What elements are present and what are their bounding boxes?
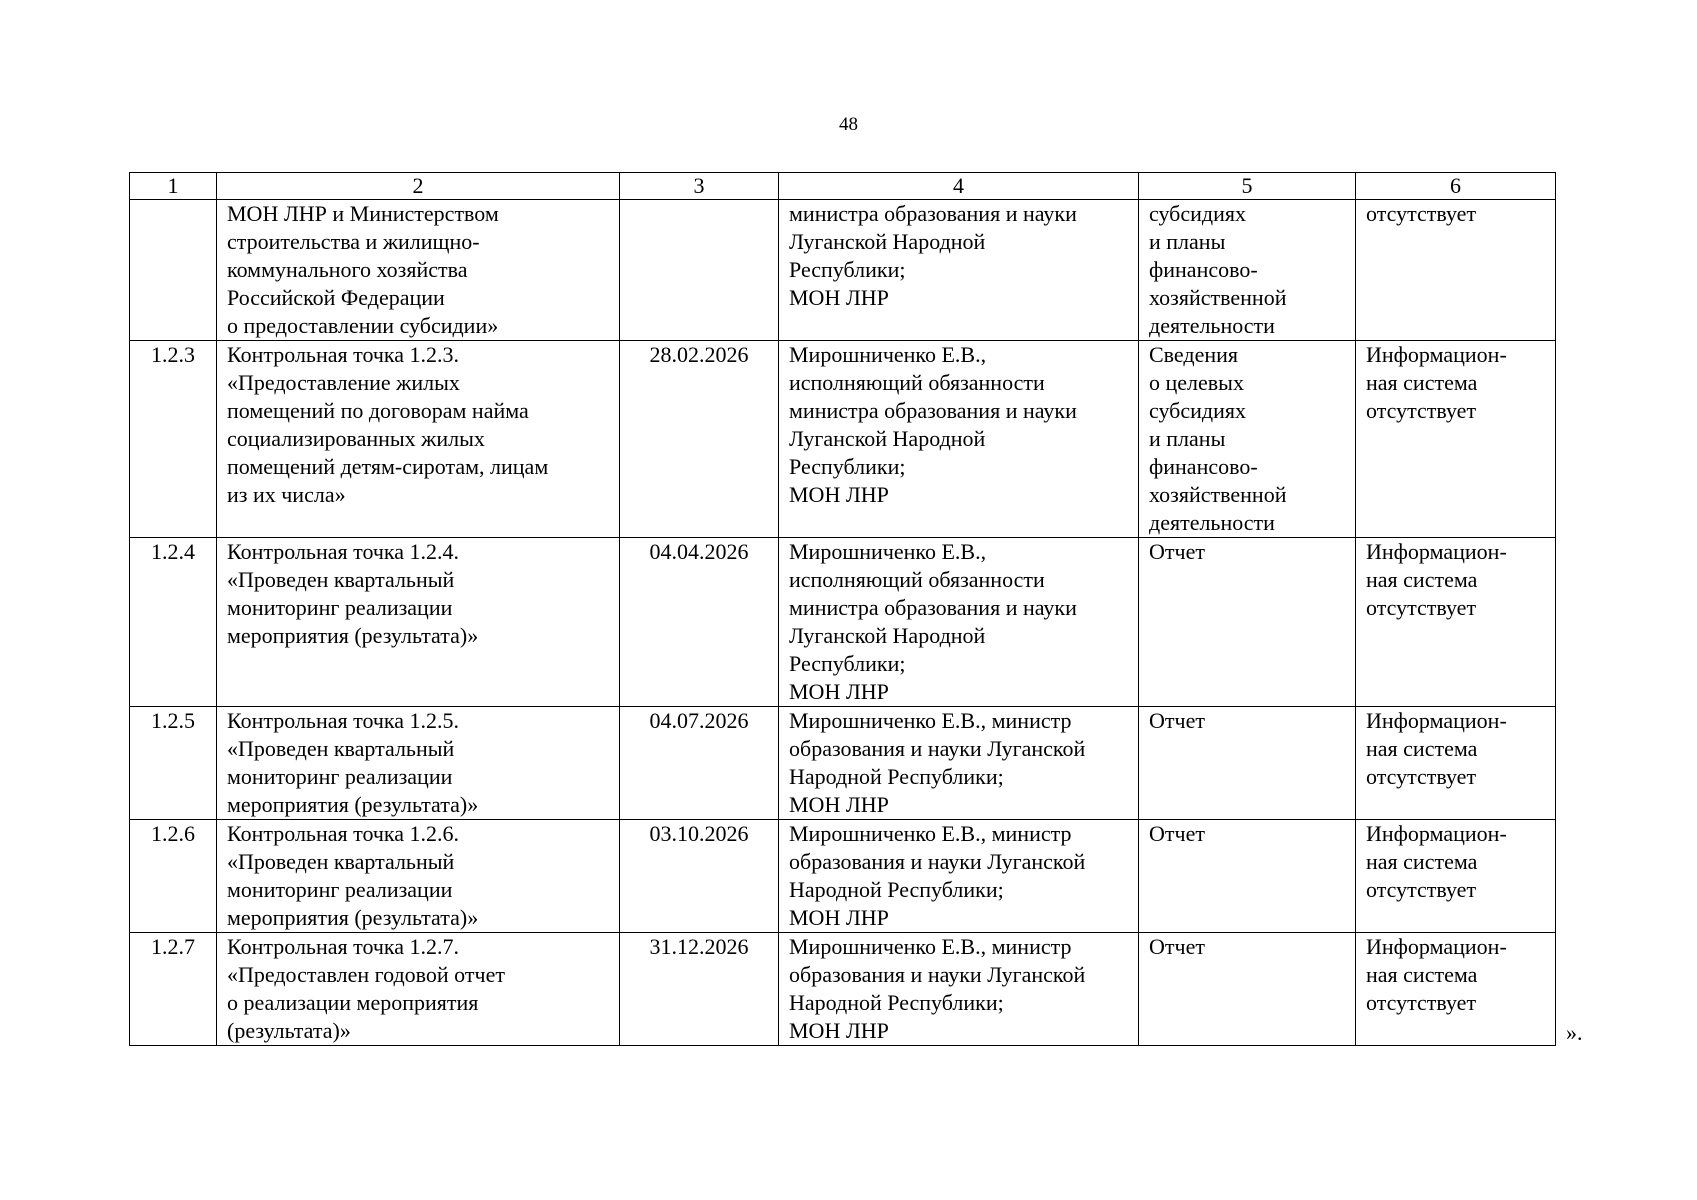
text-line: МОН ЛНР — [789, 679, 889, 704]
text-line: помещений по договорам найма — [227, 398, 529, 423]
date-cell: 04.07.2026 — [620, 707, 779, 820]
text-line: финансово- — [1149, 454, 1258, 479]
table-row — [130, 341, 1556, 538]
text-line: отсутствует — [1366, 764, 1477, 789]
text-line: Луганской Народной — [789, 623, 986, 648]
text-line: о целевых — [1149, 370, 1244, 395]
text-line: деятельности — [1149, 313, 1275, 338]
text-line: Народной Республики; — [789, 990, 1004, 1015]
text-line: отсутствует — [1366, 201, 1477, 226]
responsible-cell — [779, 707, 1139, 820]
information-system-cell — [1356, 820, 1556, 933]
table-row — [130, 933, 1556, 1046]
text-line: Республики; — [789, 454, 906, 479]
text-line: министра образования и науки — [789, 398, 1077, 423]
text-line: деятельности — [1149, 510, 1275, 535]
text-line: Мирошниченко Е.В., министр — [789, 708, 1072, 733]
text-line: образования и науки Луганской — [789, 849, 1086, 874]
text-line: МОН ЛНР — [789, 792, 889, 817]
date-cell: 31.12.2026 — [620, 933, 779, 1046]
document-cell — [1139, 933, 1356, 1046]
text-line: отсутствует — [1366, 877, 1477, 902]
text-line: отсутствует — [1366, 990, 1477, 1015]
name-cell — [217, 538, 620, 707]
column-number-1: 1 — [130, 173, 217, 200]
information-system-cell — [1356, 707, 1556, 820]
text-line: ная система — [1366, 962, 1478, 987]
text-line: Народной Республики; — [789, 877, 1004, 902]
table-row — [130, 820, 1556, 933]
text-line: Контрольная точка 1.2.3. — [227, 342, 460, 367]
text-line: Луганской Народной — [789, 426, 986, 451]
text-line: о реализации мероприятия — [227, 990, 479, 1015]
text-line: министра образования и науки — [789, 201, 1077, 226]
text-line: Мирошниченко Е.В., — [789, 539, 987, 564]
control-points-table — [129, 172, 1556, 1046]
text-line: мониторинг реализации — [227, 595, 453, 620]
text-line: МОН ЛНР — [789, 905, 889, 930]
text-line: Отчет — [1149, 821, 1205, 846]
text-line: отсутствует — [1366, 398, 1477, 423]
name-cell — [217, 341, 620, 538]
text-line: мониторинг реализации — [227, 877, 453, 902]
text-line: исполняющий обязанности — [789, 370, 1045, 395]
text-line: Отчет — [1149, 708, 1205, 733]
name-cell — [217, 200, 620, 341]
text-line: ная система — [1366, 567, 1478, 592]
information-system-cell — [1356, 933, 1556, 1046]
text-line: мероприятия (результата)» — [227, 623, 479, 648]
information-system-cell — [1356, 341, 1556, 538]
name-cell — [217, 820, 620, 933]
column-number-2: 2 — [217, 173, 620, 200]
document-cell — [1139, 820, 1356, 933]
document-cell — [1139, 538, 1356, 707]
text-line: Контрольная точка 1.2.6. — [227, 821, 460, 846]
text-line: Информацион- — [1366, 539, 1507, 564]
column-number-5: 5 — [1139, 173, 1356, 200]
row-number-cell: 1.2.7 — [130, 933, 217, 1046]
text-line: хозяйственной — [1149, 285, 1287, 310]
column-number-row — [130, 173, 1556, 200]
row-number-cell: 1.2.6 — [130, 820, 217, 933]
text-line: о предоставлении субсидии» — [227, 313, 499, 338]
responsible-cell — [779, 933, 1139, 1046]
information-system-cell — [1356, 538, 1556, 707]
text-line: ная система — [1366, 370, 1478, 395]
text-line: отсутствует — [1366, 595, 1477, 620]
text-line: мониторинг реализации — [227, 764, 453, 789]
text-line: Информацион- — [1366, 934, 1507, 959]
document-cell — [1139, 341, 1356, 538]
text-line: ная система — [1366, 849, 1478, 874]
row-number-cell: 1.2.5 — [130, 707, 217, 820]
text-line: (результата)» — [227, 1018, 351, 1043]
text-line: Отчет — [1149, 539, 1205, 564]
text-line: коммунального хозяйства — [227, 257, 468, 282]
date-cell: 03.10.2026 — [620, 820, 779, 933]
responsible-cell — [779, 538, 1139, 707]
document-cell — [1139, 707, 1356, 820]
text-line: Мирошниченко Е.В., министр — [789, 821, 1072, 846]
text-line: Республики; — [789, 257, 906, 282]
text-line: Отчет — [1149, 934, 1205, 959]
text-line: ная система — [1366, 736, 1478, 761]
name-cell — [217, 933, 620, 1046]
row-number-cell: 1.2.3 — [130, 341, 217, 538]
text-line: и планы — [1149, 426, 1226, 451]
text-line: «Проведен квартальный — [227, 567, 455, 592]
text-line: МОН ЛНР — [789, 482, 889, 507]
text-line: из их числа» — [227, 482, 346, 507]
text-line: Информацион- — [1366, 342, 1507, 367]
text-line: помещений детям-сиротам, лицам — [227, 454, 549, 479]
column-number-6: 6 — [1356, 173, 1556, 200]
row-number-cell — [130, 200, 217, 341]
text-line: строительства и жилищно- — [227, 229, 480, 254]
text-line: Контрольная точка 1.2.4. — [227, 539, 460, 564]
text-line: мероприятия (результата)» — [227, 905, 479, 930]
text-line: МОН ЛНР — [789, 285, 889, 310]
document-cell — [1139, 200, 1356, 341]
column-number-4: 4 — [779, 173, 1139, 200]
column-number-3: 3 — [620, 173, 779, 200]
text-line: финансово- — [1149, 257, 1258, 282]
text-line: образования и науки Луганской — [789, 962, 1086, 987]
text-line: Республики; — [789, 651, 906, 676]
text-line: субсидиях — [1149, 398, 1247, 423]
text-line: «Предоставление жилых — [227, 370, 460, 395]
text-line: образования и науки Луганской — [789, 736, 1086, 761]
text-line: «Предоставлен годовой отчет — [227, 962, 505, 987]
table-row — [130, 538, 1556, 707]
responsible-cell — [779, 200, 1139, 341]
text-line: исполняющий обязанности — [789, 567, 1045, 592]
text-line: Информацион- — [1366, 708, 1507, 733]
text-line: МОН ЛНР — [789, 1018, 889, 1043]
text-line: Сведения — [1149, 342, 1239, 367]
text-line: Мирошниченко Е.В., министр — [789, 934, 1072, 959]
text-line: «Проведен квартальный — [227, 849, 455, 874]
text-line: Российской Федерации — [227, 285, 445, 310]
name-cell — [217, 707, 620, 820]
date-cell: 04.04.2026 — [620, 538, 779, 707]
page-number: 48 — [839, 114, 858, 135]
text-line: Контрольная точка 1.2.5. — [227, 708, 460, 733]
row-number-cell: 1.2.4 — [130, 538, 217, 707]
responsible-cell — [779, 341, 1139, 538]
text-line: Информацион- — [1366, 821, 1507, 846]
text-line: Контрольная точка 1.2.7. — [227, 934, 460, 959]
date-cell — [620, 200, 779, 341]
text-line: Луганской Народной — [789, 229, 986, 254]
text-line: Народной Республики; — [789, 764, 1004, 789]
date-cell: 28.02.2026 — [620, 341, 779, 538]
text-line: Мирошниченко Е.В., — [789, 342, 987, 367]
text-line: МОН ЛНР и Министерством — [227, 201, 499, 226]
responsible-cell — [779, 820, 1139, 933]
text-line: и планы — [1149, 229, 1226, 254]
text-line: «Проведен квартальный — [227, 736, 455, 761]
information-system-cell — [1356, 200, 1556, 341]
closing-quote-mark: ». — [1566, 1020, 1583, 1045]
table-row — [130, 707, 1556, 820]
text-line: социализированных жилых — [227, 426, 485, 451]
table-row — [130, 200, 1556, 341]
text-line: мероприятия (результата)» — [227, 792, 479, 817]
text-line: министра образования и науки — [789, 595, 1077, 620]
text-line: субсидиях — [1149, 201, 1247, 226]
text-line: хозяйственной — [1149, 482, 1287, 507]
